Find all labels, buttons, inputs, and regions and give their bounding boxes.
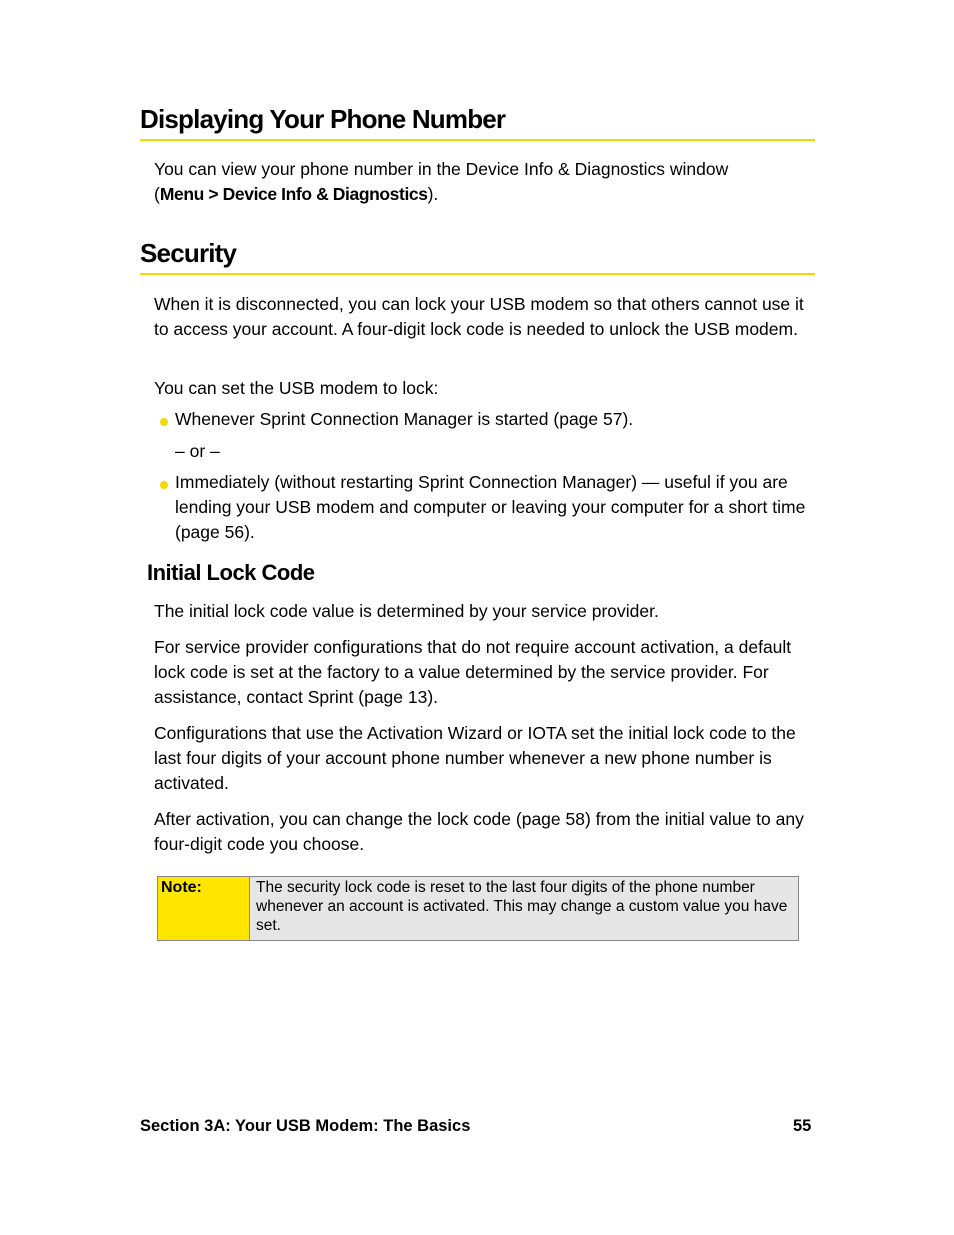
bullet-icon	[160, 418, 168, 426]
lock-code-paragraph-4: After activation, you can change the lock code (page 58) from the initial value to any four-digit code you choose.	[154, 809, 804, 854]
section-title-phone-number: Displaying Your Phone Number	[140, 104, 815, 141]
phone-number-text: You can view your phone number in the Device Info & Diagnostics window	[154, 159, 729, 179]
footer-section-label: Section 3A: Your USB Modem: The Basics	[140, 1117, 471, 1135]
security-paragraph-1: When it is disconnected, you can lock your USB modem so that others cannot use it to access your account. A four-digit lock code is needed to unlock the USB modem.	[154, 294, 804, 339]
security-paragraph-2: You can set the USB modem to lock:	[154, 378, 439, 398]
lock-code-paragraph-2: For service provider configurations that do not require account activation, a default lock code is set at the factory to a value determined by the service provider. For assistance, contact Sprint (page 13).	[154, 637, 792, 707]
footer-page-number: 55	[793, 1117, 812, 1135]
paren-open: (	[154, 184, 160, 204]
lock-code-paragraph-1: The initial lock code value is determined by your service provider.	[154, 601, 659, 621]
note-label: Note:	[158, 877, 250, 940]
note-text: The security lock code is reset to the last four digits of the phone number whenever an account is activated. This may change a custom value you have set.	[250, 877, 798, 940]
menu-path: Menu > Device Info & Diagnostics	[159, 184, 428, 204]
subsection-title-initial-lock-code: Initial Lock Code	[147, 560, 315, 585]
paren-close: ).	[427, 184, 439, 204]
bullet-item-1: Whenever Sprint Connection Manager is started (page 57).	[175, 409, 634, 429]
bullet-item-2: Immediately (without restarting Sprint Connection Manager) — useful if you are lending your USB modem and computer or leaving your computer for a short time (page 56).	[175, 472, 806, 542]
note-box	[157, 876, 799, 941]
lock-code-paragraph-3: Configurations that use the Activation Wizard or IOTA set the initial lock code to the last four digits of your account phone number whenever a new phone number is activated.	[154, 723, 796, 793]
bullet-icon	[160, 481, 168, 489]
phone-number-paragraph	[154, 157, 816, 207]
section-title-security: Security	[140, 238, 815, 275]
or-separator: – or –	[175, 441, 220, 461]
